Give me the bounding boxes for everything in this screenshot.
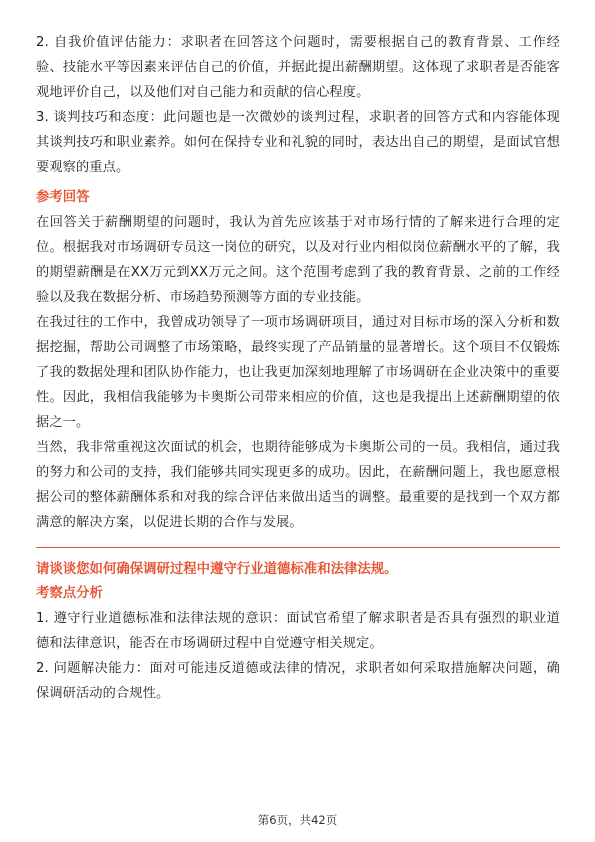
analysis-point-1: 1. 遵守行业道德标准和法律法规的意识：面试官希望了解求职者是否具有强烈的职业道德和法律意识，能否在市场调研过程中自觉遵守相关规定。 [36,611,560,651]
analysis-point-3: 3. 谈判技巧和态度：此问题也是一次微妙的谈判过程，求职者的回答方式和内容能体现其谈判技巧和职业素养。如何在保持专业和礼貌的同时，表达出自己的期望，是面试官想要观察的重点。 [36,110,560,175]
analysis-heading: 考察点分析 [36,586,103,601]
interview-question: 请谈谈您如何确保调研过程中遵守行业道德标准和法律法规。 [36,562,398,577]
reference-answer-heading: 参考回答 [36,190,90,205]
page-content [36,30,560,706]
analysis-point-2: 2. 自我价值评估能力：求职者在回答这个问题时，需要根据自己的教育背景、工作经验、技能水平等因素来评估自己的价值，并据此提出薪酬期望。这体现了求职者是否能客观地评价自己，以及他们对自己能力和贡献的信心程度。 [36,35,560,100]
page-number: 第6页，共42页 [257,813,338,827]
reference-answer-paragraph: 在我过往的工作中，我曾成功领导了一项市场调研项目，通过对目标市场的深入分析和数据挖掘，帮助公司调整了市场策略，最终实现了产品销量的显著增长。这个项目不仅锻炼了我的数据处理和团队协作能力，也让我更加深刻地理解了市场调研在企业决策中的重要性。因此，我相信我能够为卡奥斯公司带来相应的价值，这也是我提出上述薪酬期望的依据之一。 [36,315,560,430]
section-divider [36,547,560,548]
reference-answer-paragraph: 当然，我非常重视这次面试的机会，也期待能够成为卡奥斯公司的一员。我相信，通过我的努力和公司的支持，我们能够共同实现更多的成功。因此，在薪酬问题上，我也愿意根据公司的整体薪酬体系和对我的综合评估来做出适当的调整。最重要的是找到一个双方都满意的解决方案，以促进长期的合作与发展。 [36,440,560,530]
reference-answer-paragraph: 在回答关于薪酬期望的问题时，我认为首先应该基于对市场行情的了解来进行合理的定位。根据我对市场调研专员这一岗位的研究，以及对行业内相似岗位薪酬水平的了解，我的期望薪酬是在XX万元到XX万元之间。这个范围考虑到了我的教育背景、之前的工作经验以及我在数据分析、市场趋势预测等方面的专业技能。 [36,215,560,305]
analysis-point-2: 2. 问题解决能力：面对可能违反道德或法律的情况，求职者如何采取措施解决问题，确保调研活动的合规性。 [36,661,560,701]
